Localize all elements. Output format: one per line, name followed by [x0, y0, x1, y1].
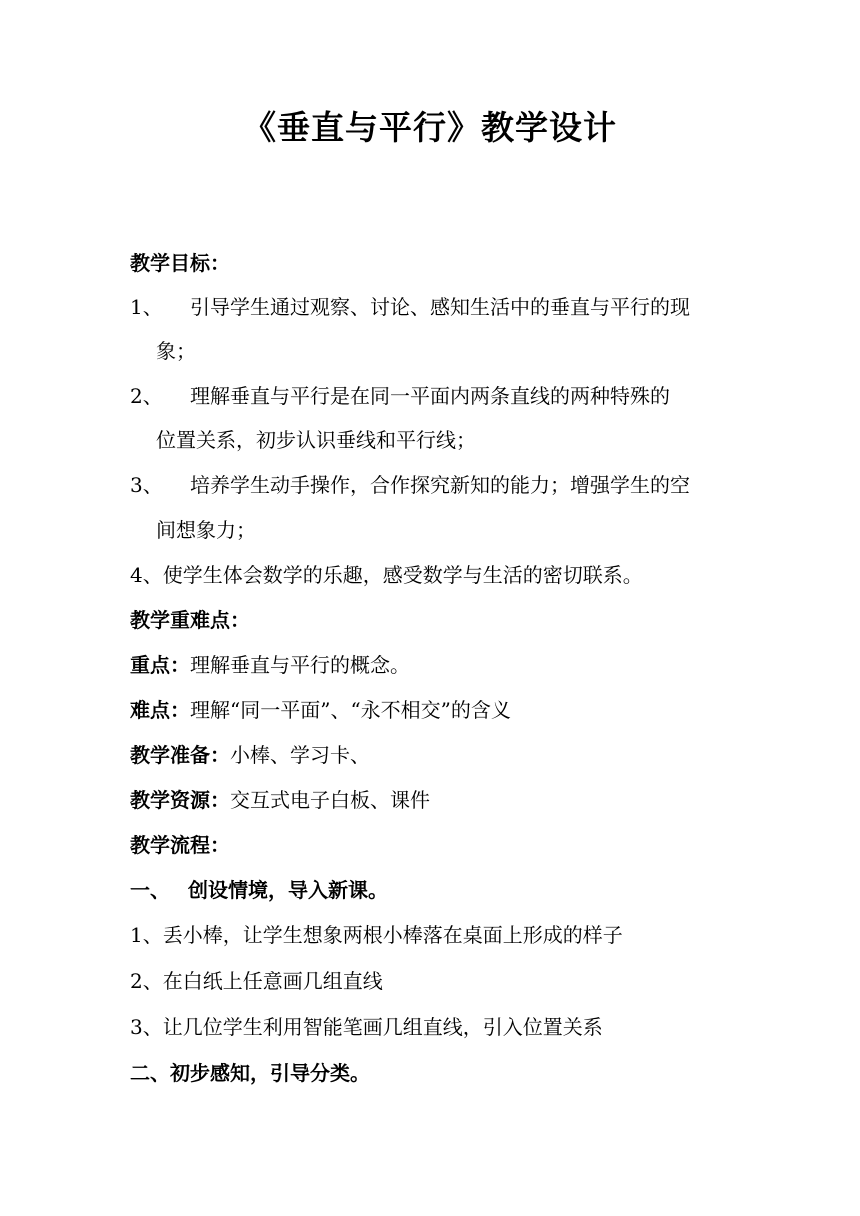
- key-points-heading: 教学重难点：: [130, 608, 250, 632]
- section-1-step: 1、丢小棒，让学生想象两根小棒落在桌面上形成的样子: [130, 923, 623, 947]
- resources-text: 交互式电子白板、课件: [230, 788, 430, 812]
- preparation-label: 教学准备：: [130, 743, 230, 767]
- difficulty-label: 难点：: [130, 698, 190, 722]
- objective-item-2-cont: 位置关系，初步认识垂线和平行线；: [156, 428, 476, 452]
- objective-number: 3、: [130, 473, 163, 497]
- objective-text: 培养学生动手操作，合作探究新知的能力；增强学生的空: [190, 473, 690, 497]
- document-title: 《垂直与平行》教学设计: [243, 108, 617, 147]
- section-1-heading: [130, 875, 388, 905]
- resources-label: 教学资源：: [130, 788, 230, 812]
- objectives-heading: 教学目标：: [130, 251, 230, 275]
- difficulty-line: [130, 695, 511, 725]
- objective-number: 1、: [130, 295, 163, 319]
- objective-number: 4、: [130, 563, 163, 587]
- objective-number: 2、: [130, 384, 163, 408]
- objective-text: 理解垂直与平行是在同一平面内两条直线的两种特殊的: [190, 384, 670, 408]
- objective-text: 使学生体会数学的乐趣，感受数学与生活的密切联系。: [162, 563, 643, 587]
- focus-text: 理解垂直与平行的概念。: [190, 653, 410, 677]
- objective-item-3-cont: 间想象力；: [156, 518, 256, 542]
- difficulty-text: 理解“同一平面”、“永不相交”的含义: [190, 698, 511, 722]
- section-2-heading: 二、初步感知，引导分类。: [130, 1061, 370, 1085]
- objective-item-4: [130, 560, 643, 590]
- section-1-step: 2、在白纸上任意画几组直线: [130, 969, 383, 993]
- section-number: 一、: [130, 878, 170, 902]
- objective-text: 引导学生通过观察、讨论、感知生活中的垂直与平行的现: [190, 295, 690, 319]
- objective-item-1-cont: 象；: [156, 339, 196, 363]
- process-heading: 教学流程：: [130, 833, 230, 857]
- objective-item-3: [130, 470, 690, 500]
- preparation-text: 小棒、学习卡、: [230, 743, 370, 767]
- objective-item-1: [130, 292, 690, 322]
- section-1-step: 3、让几位学生利用智能笔画几组直线，引入位置关系: [130, 1015, 603, 1039]
- section-title: 创设情境，导入新课。: [188, 878, 388, 902]
- resources-line: [130, 785, 430, 815]
- focus-line: [130, 650, 410, 680]
- objective-item-2: [130, 381, 670, 411]
- preparation-line: [130, 740, 370, 770]
- focus-label: 重点：: [130, 653, 190, 677]
